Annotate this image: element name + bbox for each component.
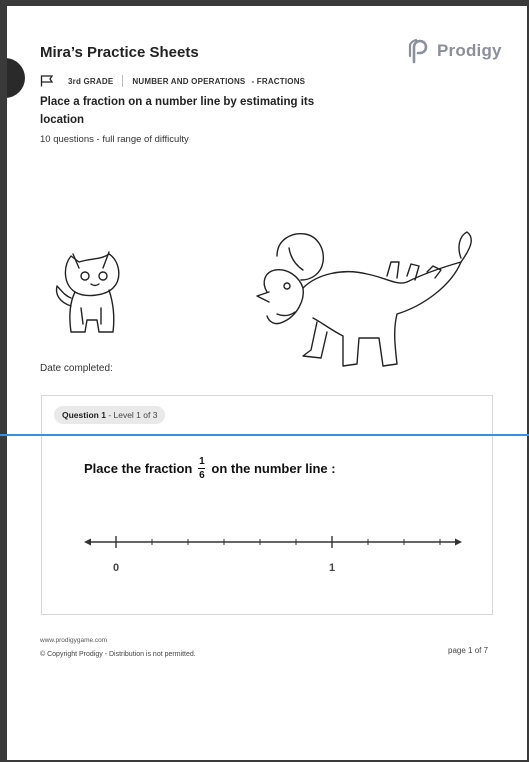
date-completed-label: Date completed:: [40, 363, 113, 374]
grade-label: 3rd GRADE: [68, 76, 114, 86]
sheet-title: Mira’s Practice Sheets: [40, 44, 199, 61]
blue-divider-line: [0, 434, 529, 436]
fraction: [198, 456, 205, 481]
page-number: page 1 of 7: [448, 646, 489, 655]
question-number: Question 1: [62, 410, 106, 420]
fraction-denominator: 6: [199, 470, 205, 482]
flag-icon: [40, 75, 54, 87]
worksheet-page: [7, 6, 527, 760]
dog-illustration: [51, 246, 131, 338]
topic-label: NUMBER AND OPERATIONS: [132, 76, 246, 86]
number-line-label: 0: [112, 562, 120, 574]
prodigy-logo-icon: [407, 38, 433, 64]
brand-name: Prodigy: [437, 41, 502, 60]
footer-site: www.prodigygame.com: [40, 637, 108, 644]
fraction-bar: [198, 468, 205, 469]
number-line-label: 1: [328, 562, 336, 574]
fraction-numerator: 1: [199, 456, 205, 467]
side-handle[interactable]: [7, 58, 25, 98]
triceratops-illustration: [247, 226, 479, 376]
number-line-arrow-left: [84, 539, 91, 546]
prompt-after: on the number line :: [211, 461, 336, 477]
question-level: - Level 1 of 3: [108, 410, 158, 420]
question-card: [41, 395, 493, 615]
footer-copyright: © Copyright Prodigy - Distribution is not permitted.: [40, 651, 196, 658]
meta-row: [40, 75, 305, 87]
number-line-arrow-right: [455, 539, 462, 546]
question-count: 10 questions - full range of difficulty: [40, 134, 189, 145]
worksheet-subtitle: Place a fraction on a number line by estimating its location: [40, 96, 315, 126]
prompt-before: Place the fraction: [84, 461, 193, 477]
question-prompt: [84, 456, 336, 481]
prodigy-logo: [407, 38, 502, 64]
number-line[interactable]: [78, 524, 468, 574]
question-level-pill: [54, 406, 165, 424]
meta-divider: [122, 75, 123, 87]
subtopic-label: - FRACTIONS: [251, 76, 306, 86]
